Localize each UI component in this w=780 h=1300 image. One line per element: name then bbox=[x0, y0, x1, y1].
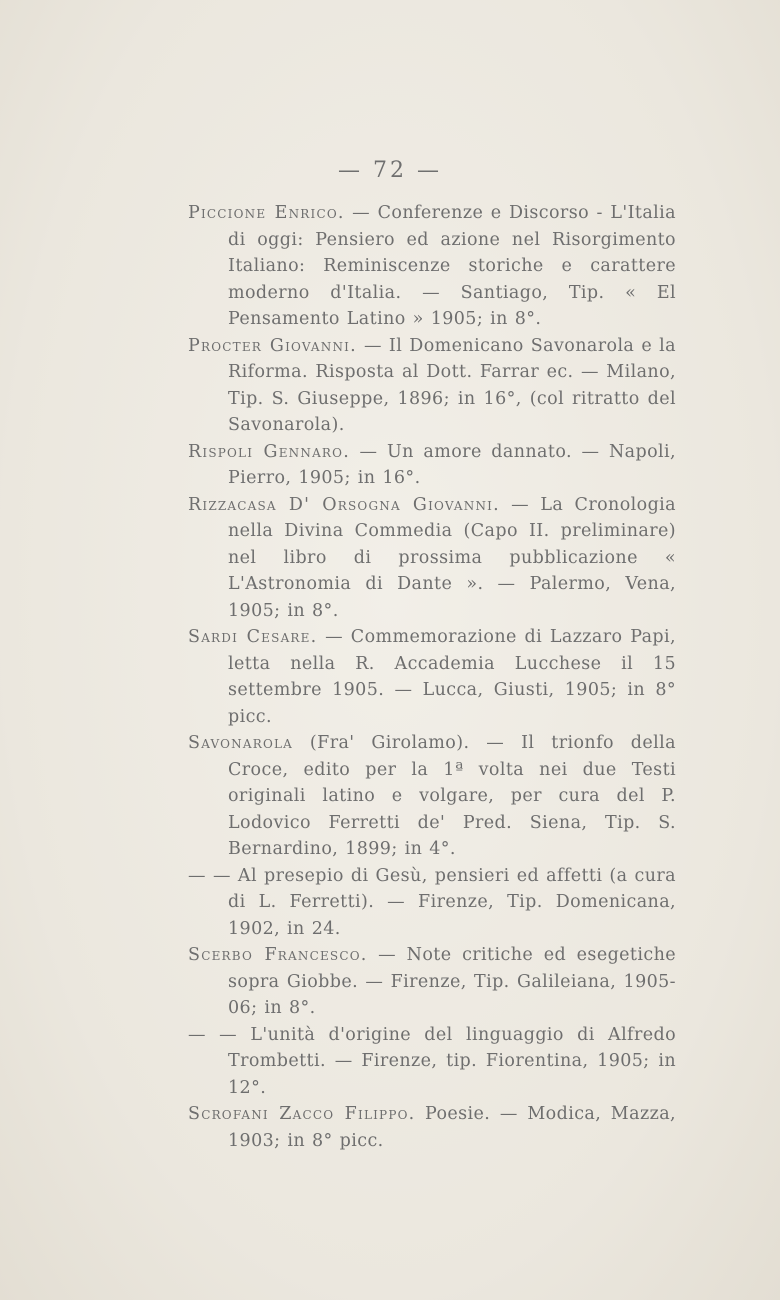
entry-text: — — Al presepio di Gesù, pensieri ed affetti (a cura di L. Ferretti). — Firenze, Tip. Domenicana, 1902, in 24. bbox=[188, 865, 676, 939]
bibliography-entry bbox=[188, 439, 676, 492]
page-number: — 72 — bbox=[338, 158, 442, 183]
bibliography-entry bbox=[188, 624, 676, 730]
entry-author: Rizzacasa D' Orsogna Giovanni. bbox=[188, 494, 500, 515]
entry-author: Savonarola bbox=[188, 733, 294, 753]
bibliography-entry bbox=[188, 492, 676, 625]
entry-text: — Un amore dannato. — Napoli, Pierro, 1905; in 16°. bbox=[228, 441, 676, 488]
entry-text: — La Cronologia nella Divina Commedia (Capo II. preliminare) nel libro di prossima pubblicazione « L'Astronomia di Dante ». — Palermo, Vena, 1905; in 8°. bbox=[228, 494, 676, 621]
entry-text: — Il Domenicano Savonarola e la Riforma. Risposta al Dott. Farrar ec. — Milano, Tip. S. Giuseppe, 1896; in 16°, (col ritratto del Savonarola). bbox=[228, 335, 676, 435]
bibliography-entry bbox=[188, 730, 676, 863]
bibliography-entry bbox=[188, 200, 676, 333]
entry-author: Procter Giovanni. bbox=[188, 335, 357, 356]
entry-author: Scerbo Francesco. bbox=[188, 945, 368, 965]
entry-text: Poesie. — Modica, Mazza, 1903; in 8° picc. bbox=[228, 1104, 676, 1151]
entry-text: — Note critiche ed esegetiche sopra Giobbe. — Firenze, Tip. Galileiana, 1905-06; in 8°. bbox=[228, 945, 676, 1018]
entry-author: Sardi Cesare. bbox=[188, 627, 318, 647]
entry-text: — Commemorazione di Lazzaro Papi, letta nella R. Accademia Lucchese il 15 settembre 1905. — Lucca, Giusti, 1905; in 8° picc. bbox=[228, 627, 676, 727]
entry-author: Rispoli Gennaro. bbox=[188, 441, 350, 462]
bibliography-entry bbox=[188, 942, 676, 1022]
bibliography-entry bbox=[188, 863, 676, 943]
bibliography-list bbox=[188, 200, 676, 1154]
entry-text: — — L'unità d'origine del linguaggio di Alfredo Trombetti. — Firenze, tip. Fiorentina, 1905; in 12°. bbox=[188, 1024, 676, 1098]
entry-text: — Conferenze e Discorso - L'Italia di oggi: Pensiero ed azione nel Risorgimento Italiano: Reminiscenze storiche e carattere moderno d'Italia. — Santiago, Tip. « El Pensamento Latino » 1905; in 8°. bbox=[228, 203, 676, 329]
entry-text: (Fra' Girolamo). — Il trionfo della Croce, edito per la 1ª volta nei due Testi originali latino e volgare, per cura del P. Lodovico Ferretti de' Pred. Siena, Tip. S. Bernardino, 1899; in 4°. bbox=[228, 733, 676, 859]
entry-author: Piccione Enrico. bbox=[188, 203, 345, 223]
bibliography-entry bbox=[188, 1022, 676, 1102]
bibliography-entry bbox=[188, 1101, 676, 1154]
bibliography-entry bbox=[188, 333, 676, 439]
entry-author: Scrofani Zacco Filippo. bbox=[188, 1104, 416, 1124]
